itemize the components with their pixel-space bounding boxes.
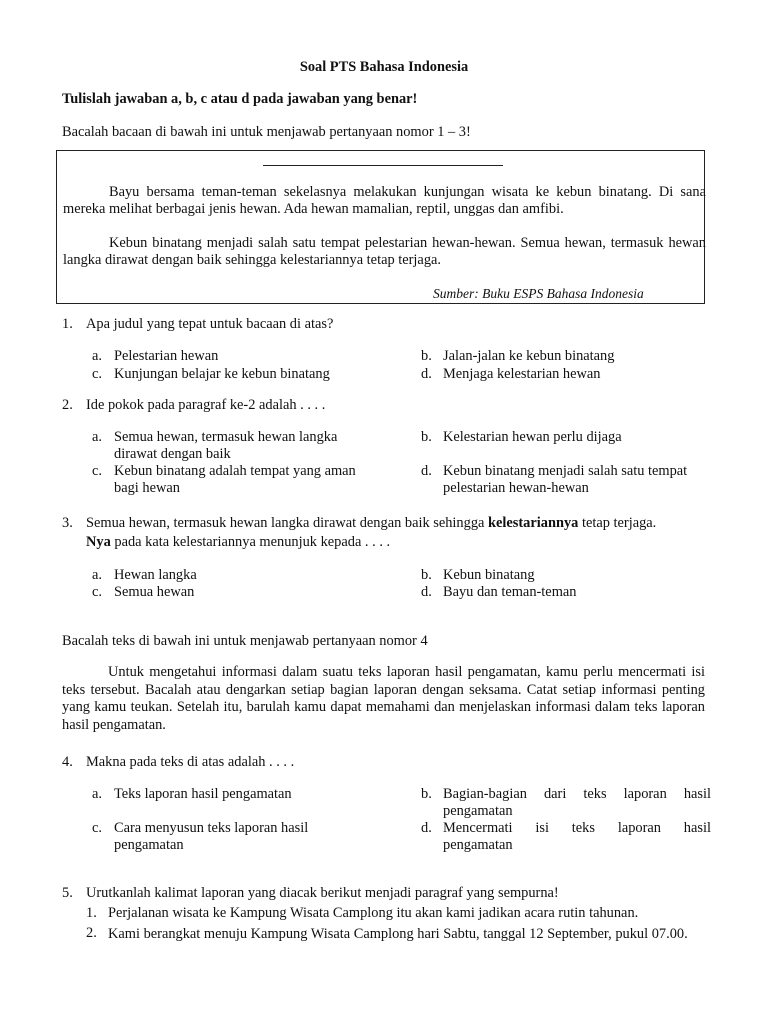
q3-number: 3. [62, 515, 73, 531]
passage-box [56, 150, 705, 304]
q3-text: Semua hewan, termasuk hewan langka dirawat dengan baik sehingga kelestariannya tetap terjaga. [86, 515, 657, 531]
instruction: Tulislah jawaban a, b, c atau d pada jawaban yang benar! [62, 91, 418, 107]
passage-source: Sumber: Buku ESPS Bahasa Indonesia [433, 286, 644, 301]
page-title: Soal PTS Bahasa Indonesia [299, 59, 469, 75]
q4-text: Makna pada teks di atas adalah . . . . [86, 754, 295, 770]
q5-text: Urutkanlah kalimat laporan yang diacak berikut menjadi paragraf yang sempurna! [86, 885, 559, 901]
passage-paragraph-1: Bayu bersama teman-teman sekelasnya melakukan kunjungan wisata ke kebun binatang. Di sana mereka melihat berbagai jenis hewan. Ada hewan mamalian, reptil, unggas dan amfibi. [63, 184, 706, 217]
q3-text-line2: Nya pada kata kelestariannya menunjuk kepada . . . . [86, 534, 391, 550]
passage-paragraph-2: Kebun binatang menjadi salah satu tempat pelestarian hewan-hewan. Semua hewan, termasuk hewan langka dirawat dengan baik sehingga kelestariannya tetap terjaga. [63, 235, 706, 268]
q5-item-number: 1. [86, 905, 97, 921]
q2-number: 2. [62, 397, 73, 413]
q1-text: Apa judul yang tepat untuk bacaan di atas? [86, 316, 334, 332]
reading-intro-2: Bacalah teks di bawah ini untuk menjawab pertanyaan nomor 4 [62, 633, 428, 649]
passage-title-blank [263, 165, 503, 166]
q4-number: 4. [62, 754, 73, 770]
q2-text: Ide pokok pada paragraf ke-2 adalah . . . . [86, 397, 326, 413]
q5-item-text: Perjalanan wisata ke Kampung Wisata Camplong itu akan kami jadikan acara rutin tahunan. [108, 905, 639, 921]
passage-2: Untuk mengetahui informasi dalam suatu teks laporan hasil pengamatan, kamu perlu mencermati isi teks tersebut. Bacalah atau dengarkan setiap bagian laporan dengan seksama. Catat setiap informasi penting yang kamu teukan. Setelah itu, barulah kamu dapat memahami dan menjelaskan informasi dalam teks laporan hasil pengamatan. [62, 664, 705, 733]
reading-intro: Bacalah bacaan di bawah ini untuk menjawab pertanyaan nomor 1 – 3! [62, 124, 471, 140]
q5-number: 5. [62, 885, 73, 901]
q1-number: 1. [62, 316, 73, 332]
q5-item-text: Kami berangkat menuju Kampung Wisata Camplong hari Sabtu, tanggal 12 September, pukul 07.00. [108, 926, 688, 942]
q5-item-number: 2. [86, 925, 97, 941]
